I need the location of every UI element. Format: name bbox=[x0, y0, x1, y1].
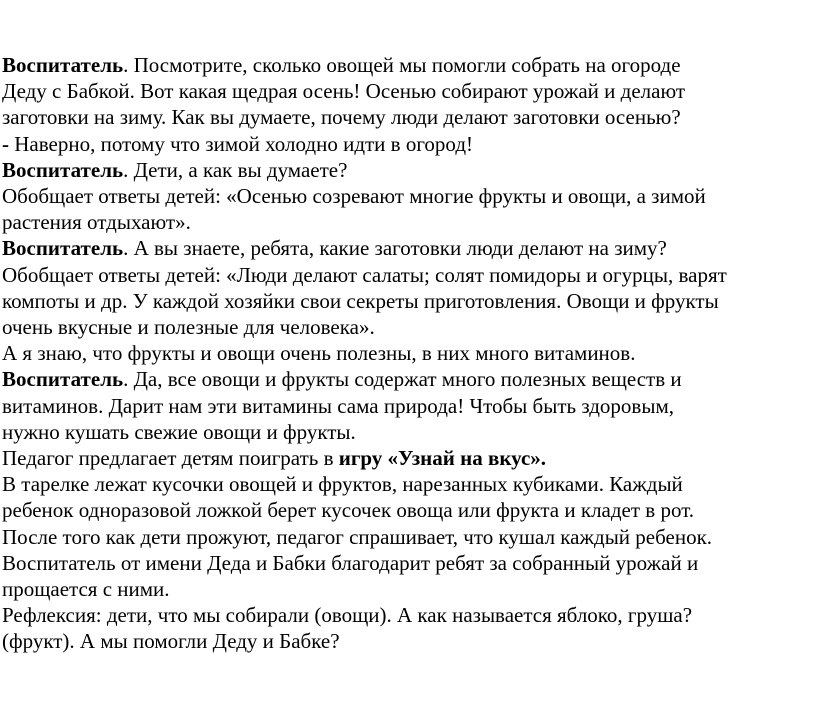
text-line bbox=[2, 183, 816, 209]
line-text: нужно кушать свежие овощи и фрукты. bbox=[2, 419, 356, 444]
text-line bbox=[2, 445, 816, 471]
text-line bbox=[2, 393, 816, 419]
line-text: ребенок одноразовой ложкой берет кусочек овоща или фрукта и кладет в рот. bbox=[2, 498, 695, 523]
line-text: витаминов. Дарит нам эти витамины сама природа! Чтобы быть здоровым, bbox=[2, 393, 674, 418]
line-text: Наверно, потому что зимой холодно идти в огород! bbox=[9, 131, 473, 156]
line-text: Воспитатель от имени Деда и Бабки благодарит ребят за собранный урожай и bbox=[2, 550, 699, 575]
line-text: (фрукт). А мы помогли Деду и Бабке? bbox=[2, 629, 340, 654]
text-line bbox=[2, 524, 816, 550]
line-text: растения отдыхают». bbox=[2, 210, 191, 235]
line-text: . Посмотрите, сколько овощей мы помогли собрать на огороде bbox=[123, 53, 681, 77]
text-line bbox=[2, 340, 816, 366]
text-line bbox=[2, 497, 816, 523]
game-title: игру «Узнай на вкус». bbox=[338, 446, 547, 471]
text-line bbox=[2, 104, 816, 130]
speaker-label: Воспитатель bbox=[2, 157, 124, 182]
dash-marker: - bbox=[2, 131, 9, 156]
text-line bbox=[2, 314, 816, 340]
line-text: прощается с ними. bbox=[2, 577, 170, 602]
text-line bbox=[2, 78, 816, 104]
line-text: очень вкусные и полезные для человека». bbox=[2, 315, 375, 340]
line-text: . Да, все овощи и фрукты содержат много полезных веществ и bbox=[123, 367, 682, 392]
text-line bbox=[2, 262, 816, 288]
line-text: компоты и др. У каждой хозяйки свои секреты приготовления. Овощи и фрукты bbox=[2, 288, 719, 313]
line-text: Деду с Бабкой. Вот какая щедрая осень! Осенью собирают урожай и делают bbox=[2, 79, 686, 104]
speaker-label: Воспитатель bbox=[2, 236, 124, 261]
line-text: После того как дети прожуют, педагог спрашивает, что кушал каждый ребенок. bbox=[2, 524, 713, 549]
speaker-label: Воспитатель bbox=[2, 367, 124, 392]
text-line bbox=[2, 235, 816, 261]
line-text: Обобщает ответы детей: «Люди делают салаты; солят помидоры и огурцы, варят bbox=[2, 262, 727, 287]
line-text: заготовки на зиму. Как вы думаете, почему люди делают заготовки осенью? bbox=[2, 105, 681, 130]
text-line bbox=[2, 366, 816, 392]
line-text: . Дети, а как вы думаете? bbox=[123, 157, 348, 182]
line-text: Рефлексия: дети, что мы собирали (овощи). А как называется яблоко, груша? bbox=[2, 603, 693, 628]
text-line bbox=[2, 419, 816, 445]
line-text: . А вы знаете, ребята, какие заготовки люди делают на зиму? bbox=[123, 236, 667, 261]
text-line bbox=[2, 209, 816, 235]
speaker-label: Воспитатель bbox=[2, 53, 124, 77]
text-line bbox=[2, 628, 816, 654]
line-text: Обобщает ответы детей: «Осенью созревают многие фрукты и овощи, а зимой bbox=[2, 184, 706, 209]
text-line bbox=[2, 52, 816, 78]
text-line bbox=[2, 131, 816, 157]
text-line bbox=[2, 602, 816, 628]
line-text: Педагог предлагает детям поиграть в bbox=[2, 446, 339, 471]
text-line bbox=[2, 550, 816, 576]
line-text: А я знаю, что фрукты и овощи очень полезны, в них много витаминов. bbox=[2, 341, 636, 366]
text-line bbox=[2, 157, 816, 183]
text-line bbox=[2, 576, 816, 602]
text-line bbox=[2, 471, 816, 497]
line-text: В тарелке лежат кусочки овощей и фруктов, нарезанных кубиками. Каждый bbox=[2, 472, 683, 497]
text-line bbox=[2, 288, 816, 314]
